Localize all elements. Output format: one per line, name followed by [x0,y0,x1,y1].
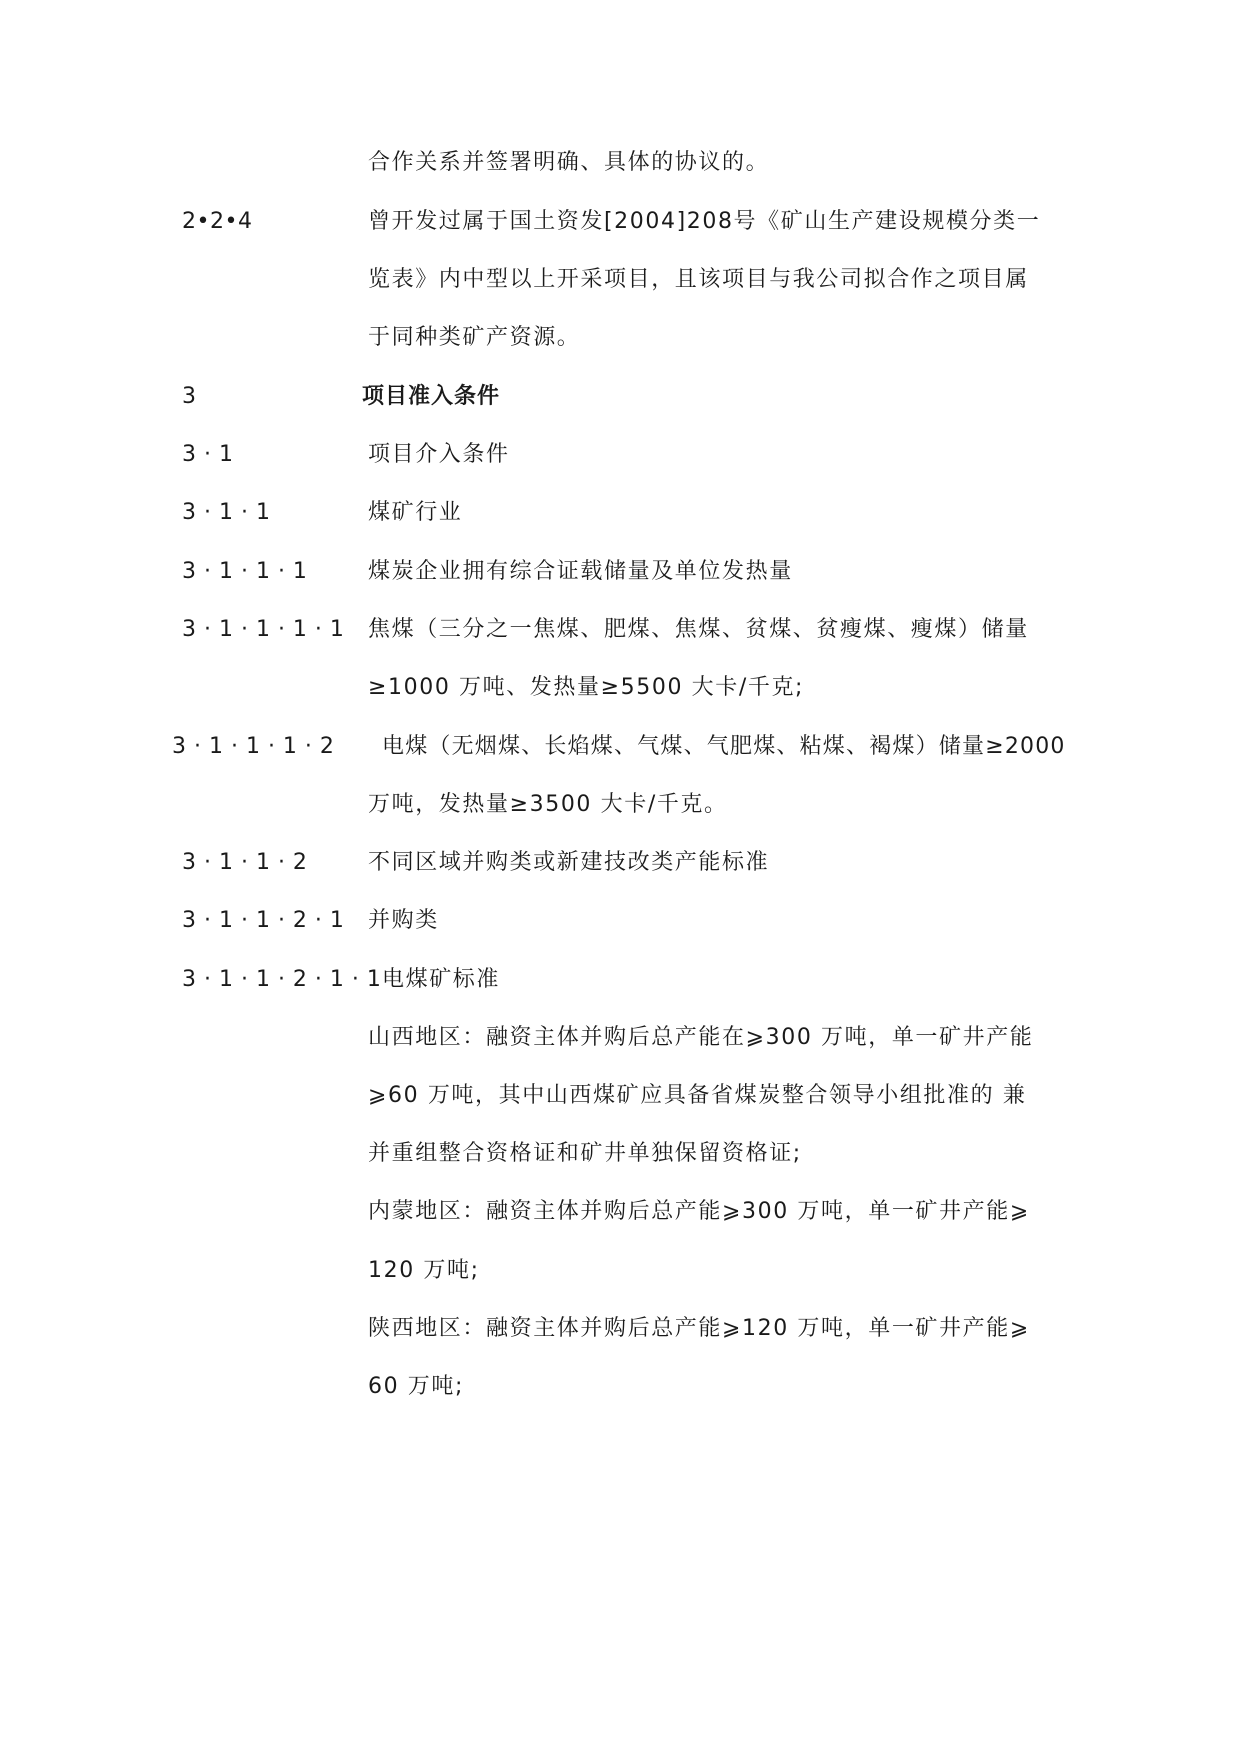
section-number: 3 · 1 · 1 · 1 · 2 [172,734,335,759]
text-line: ≥1000 万吨、发热量≥5500 大卡/千克; [368,675,805,700]
section-title: 电煤矿标准 [382,967,501,992]
section-title: 煤炭企业拥有综合证载储量及单位发热量 [368,559,793,584]
section-title: 并购类 [368,908,439,933]
section-number: 3 · 1 · 1 · 2 · 1 · 1 [182,967,382,992]
text-line: 于同种类矿产资源。 [368,325,581,350]
text-line: 120 万吨; [368,1258,480,1283]
text-line: 电煤（无烟煤、长焰煤、气煤、气肥煤、粘煤、褐煤）储量≥2000 [382,734,1066,759]
text-line: 焦煤（三分之一焦煤、肥煤、焦煤、贫煤、贫瘦煤、瘦煤）储量 [368,617,1029,642]
text-line: 合作关系并签署明确、具体的协议的。 [368,150,770,175]
section-number: 3 · 1 · 1 · 1 [182,559,308,584]
text-line: 并重组整合资格证和矿井单独保留资格证; [368,1141,802,1166]
section-number: 3 · 1 · 1 · 1 · 1 [182,617,345,642]
section-title: 项目介入条件 [368,442,510,467]
text-line: 山西地区：融资主体并购后总产能在⩾300 万吨，单一矿井产能 [368,1025,1034,1050]
section-number: 3 · 1 · 1 [182,500,271,525]
text-line: 内蒙地区：融资主体并购后总产能⩾300 万吨，单一矿井产能⩾ [368,1199,1030,1224]
section-title: 煤矿行业 [368,500,463,525]
section-number: 3 · 1 · 1 · 2 [182,850,308,875]
text-line: 陕西地区：融资主体并购后总产能⩾120 万吨，单一矿井产能⩾ [368,1316,1030,1341]
text-line: 览表》内中型以上开采项目，且该项目与我公司拟合作之项目属 [368,267,1029,292]
section-heading: 项目准入条件 [362,384,501,409]
section-number: 3 · 1 · 1 · 2 · 1 [182,908,345,933]
text-line: 曾开发过属于国土资发[2004]208号《矿山生产建设规模分类一 [368,209,1041,234]
section-number: 3 [182,384,197,409]
text-line: 60 万吨; [368,1374,464,1399]
text-line: ⩾60 万吨，其中山西煤矿应具备省煤炭整合领导小组批准的 兼 [368,1083,1027,1108]
section-title: 不同区域并购类或新建技改类产能标准 [368,850,770,875]
section-number: 3 · 1 [182,442,234,467]
text-line: 万吨，发热量≥3500 大卡/千克。 [368,792,728,817]
section-number: 2•2•4 [182,209,253,234]
